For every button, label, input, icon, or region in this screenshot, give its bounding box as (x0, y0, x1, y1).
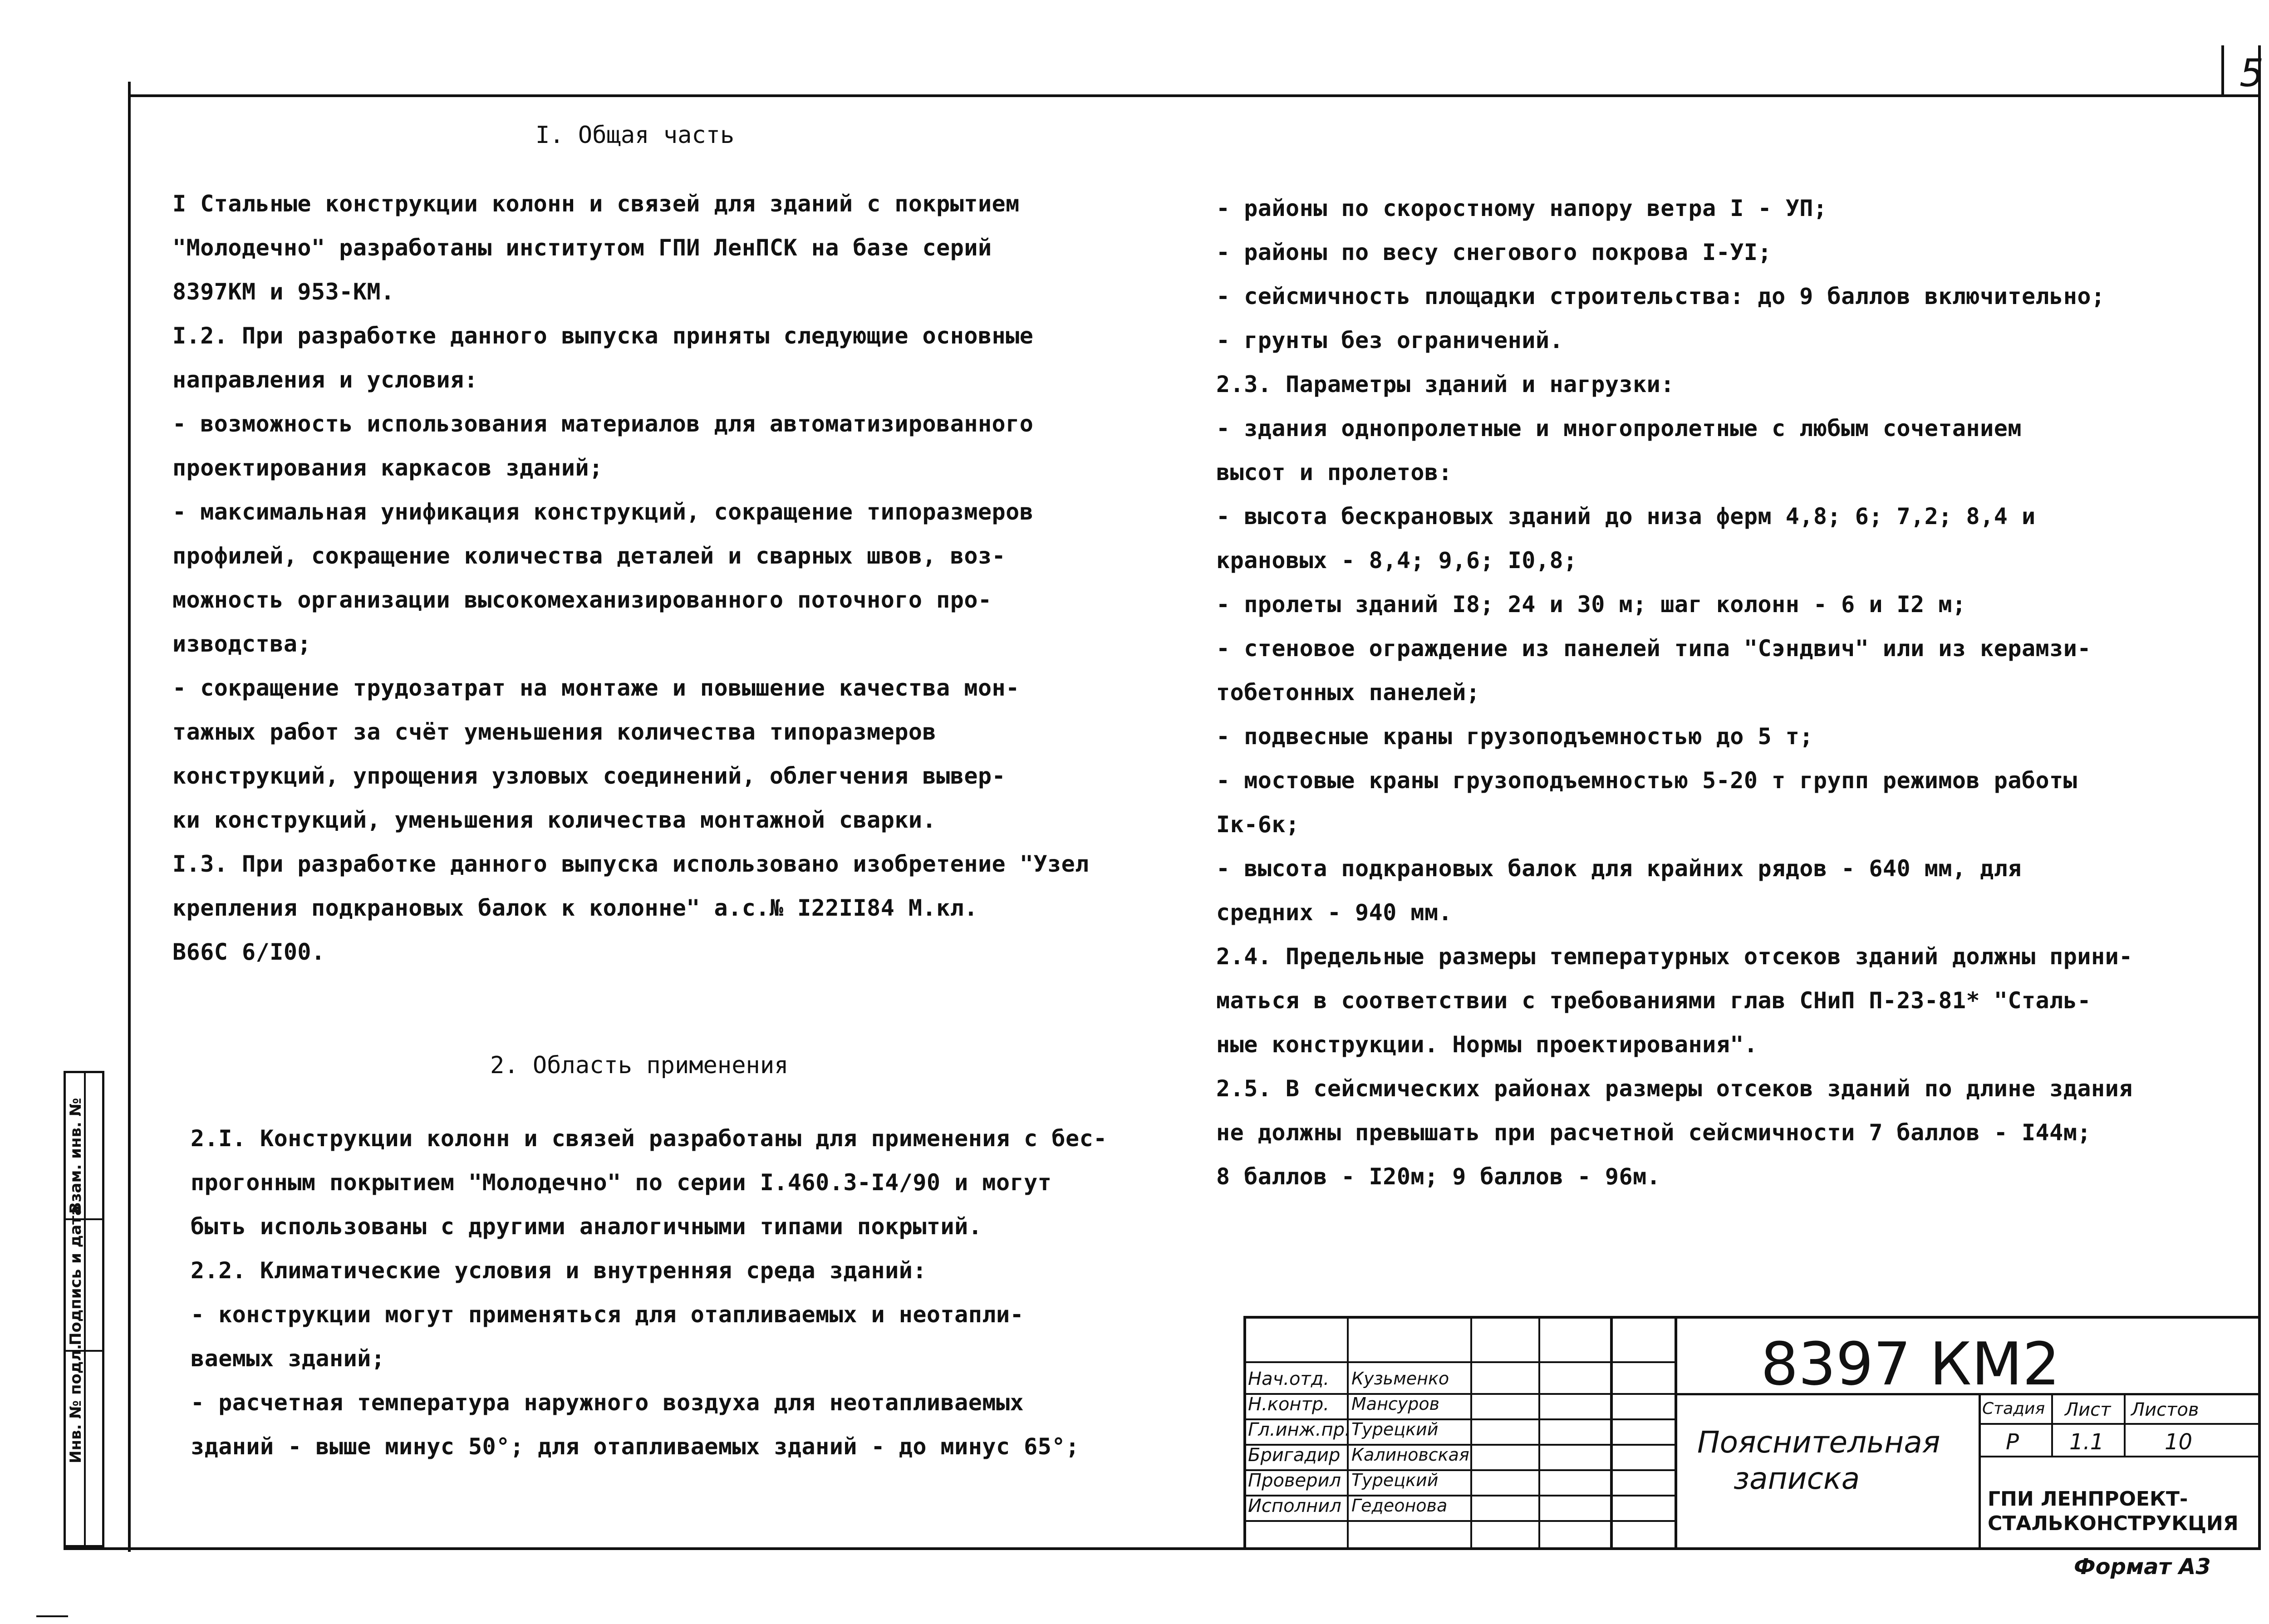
text-line: ваемых зданий; (191, 1345, 385, 1372)
left-binding-strip (64, 1071, 104, 1547)
text-line: изводства; (172, 631, 312, 657)
text-line: 2.I. Конструкции колонн и связей разработаны для применения с бес- (191, 1125, 1107, 1152)
text-line: 2.4. Предельные размеры температурных отсеков зданий должны прини- (1216, 943, 2133, 970)
text-line: крановых - 8,4; 9,6; I0,8; (1216, 547, 1577, 574)
tb-stage-h1 (1979, 1423, 2261, 1425)
text-line: ные конструкции. Нормы проектирования". (1216, 1031, 1758, 1058)
text-line: - мостовые краны грузоподъемностью 5-20 т групп режимов работы (1216, 767, 2077, 794)
tb-h7 (1243, 1520, 1675, 1522)
text-line: высот и пролетов: (1216, 459, 1453, 486)
page-number-divider (2221, 45, 2224, 94)
text-line: средних - 940 мм. (1216, 899, 1453, 926)
text-line: - возможность использования материалов для автоматизированного (172, 411, 1034, 437)
signature-name: Гедеонова (1351, 1496, 1448, 1516)
tb-stage-h2 (1979, 1456, 2261, 1457)
text-line: I Стальные конструкции колонн и связей для зданий с покрытием (172, 191, 1020, 217)
sheet-header: Лист (2065, 1399, 2111, 1420)
corner-mark-left (36, 1615, 68, 1617)
text-line: - стеновое ограждение из панелей типа "Сэндвич" или из керамзи- (1216, 635, 2091, 662)
text-line: - районы по весу снегового покрова I-УI; (1216, 239, 1772, 265)
strip-label-replace: Взам. инв. № (67, 1098, 85, 1214)
signature-role: Исполнил (1248, 1496, 1341, 1516)
text-line: Iк-6к; (1216, 811, 1300, 838)
text-line: - конструкции могут применяться для отапливаемых и неотапли- (191, 1301, 1024, 1328)
text-line: I.2. При разработке данного выпуска приняты следующие основные (172, 323, 1034, 349)
text-line: 2.5. В сейсмических районах размеры отсеков зданий по длине здания (1216, 1075, 2133, 1102)
text-line: - сейсмичность площадки строительства: до 9 баллов включительно; (1216, 283, 2105, 309)
signature-name: Кузьменко (1351, 1369, 1449, 1388)
text-line: - пролеты зданий I8; 24 и 30 м; шаг колонн - 6 и I2 м; (1216, 591, 1966, 618)
text-line: крепления подкрановых балок к колонне" а.с.№ I22II84 М.кл. (172, 895, 978, 921)
signature-name: Мансуров (1351, 1394, 1440, 1414)
text-line: - высота подкрановых балок для крайних рядов - 640 мм, для (1216, 855, 2022, 882)
sheets-header: Листов (2131, 1399, 2199, 1420)
section-1-title: I. Общая часть (535, 122, 735, 149)
text-line: зданий - выше минус 50°; для отапливаемых зданий - до минус 65°; (191, 1433, 1080, 1460)
tb-v3 (1538, 1316, 1540, 1547)
tb-h1 (1243, 1361, 1675, 1363)
text-line: 8 баллов - I20м; 9 баллов - 96м. (1216, 1163, 1661, 1190)
tb-top (1243, 1316, 2261, 1319)
text-line: тобетонных панелей; (1216, 679, 1480, 706)
signature-name: Калиновская (1351, 1445, 1469, 1465)
organization-line2: СТАЛЬКОНСТРУКЦИЯ (1988, 1512, 2239, 1535)
section-2-title: 2. Область применения (490, 1052, 789, 1079)
text-line: - высота бескрановых зданий до низа ферм 4,8; 6; 7,2; 8,4 и (1216, 503, 2036, 530)
text-line: В66С 6/I00. (172, 939, 325, 965)
text-line: "Молодечно" разработаны институтом ГПИ ЛенПСК на базе серий (172, 235, 992, 261)
title-block (1243, 1316, 2261, 1547)
organization-line1: ГПИ ЛЕНПРОЕКТ- (1988, 1487, 2188, 1511)
text-line: можность организации высокомеханизированного поточного про- (172, 587, 992, 613)
tb-stage-v1 (2051, 1393, 2053, 1457)
text-line: 2.3. Параметры зданий и нагрузки: (1216, 371, 1675, 397)
signature-name: Турецкий (1351, 1419, 1439, 1439)
text-line: проектирования каркасов зданий; (172, 455, 603, 481)
tb-v5 (1675, 1316, 1677, 1547)
text-line: - подвесные краны грузоподъемностью до 5 т; (1216, 723, 1813, 750)
text-line: тажных работ за счёт уменьшения количества типоразмеров (172, 719, 937, 745)
text-line: профилей, сокращение количества деталей и сварных швов, воз- (172, 543, 1006, 569)
text-line: - грунты без ограничений. (1216, 327, 1564, 353)
text-line: прогонным покрытием "Молодечно" по серии I.460.3-I4/90 и могут (191, 1169, 1052, 1196)
text-line: 2.2. Климатические условия и внутренняя среда зданий: (191, 1257, 927, 1284)
sheets-value: 10 (2165, 1429, 2193, 1455)
tb-left (1243, 1316, 1246, 1547)
text-line: I.3. При разработке данного выпуска использовано изобретение "Узел (172, 851, 1089, 877)
designation: 8397 КМ2 (1761, 1330, 2060, 1398)
tb-v4 (1610, 1316, 1613, 1547)
text-line: - здания однопролетные и многопролетные с любым сочетанием (1216, 415, 2022, 442)
text-line: не должны превышать при расчетной сейсмичности 7 баллов - I44м; (1216, 1119, 2091, 1146)
signature-role: Бригадир (1248, 1445, 1341, 1466)
tb-stage-left (1979, 1393, 1981, 1547)
text-line: быть использованы с другими аналогичными типами покрытий. (191, 1213, 982, 1240)
doc-title-line2: записка (1734, 1461, 1860, 1496)
text-line: - максимальная унификация конструкций, сокращение типоразмеров (172, 499, 1034, 525)
frame-bottom (64, 1547, 2261, 1550)
text-line: - сокращение трудозатрат на монтаже и повышение качества мон- (172, 675, 1020, 701)
text-line: направления и условия: (172, 367, 478, 393)
text-line: конструкций, упрощения узловых соединений, облегчения вывер- (172, 763, 1006, 789)
stage-value: Р (2006, 1429, 2019, 1455)
doc-title-line1: Пояснительная (1697, 1425, 1940, 1460)
text-line: ки конструкций, уменьшения количества монтажной сварки. (172, 807, 937, 833)
tb-stage-v2 (2124, 1393, 2126, 1457)
signature-role: Проверил (1248, 1470, 1341, 1491)
text-line: маться в соответствии с требованиями глав СНиП П-23-81* "Сталь- (1216, 987, 2091, 1014)
signature-role: Нач.отд. (1248, 1369, 1330, 1389)
frame-left (128, 82, 131, 1552)
strip-label-sign: Подпись и дата (67, 1205, 85, 1345)
signature-name: Турецкий (1351, 1470, 1439, 1490)
signature-role: Гл.инж.пр. (1248, 1419, 1351, 1440)
stage-header: Стадия (1982, 1399, 2045, 1418)
text-line: 8397КМ и 953-КМ. (172, 279, 395, 305)
signature-role: Н.контр. (1248, 1394, 1329, 1415)
page-number: 5 (2240, 51, 2264, 95)
format-label: Формат А3 (2074, 1554, 2211, 1580)
frame-top (128, 94, 2261, 97)
text-line: - расчетная температура наружного воздуха для неотапливаемых (191, 1389, 1024, 1416)
tb-v2 (1470, 1316, 1472, 1547)
strip-label-inv: Инв. № подл. (67, 1344, 85, 1463)
text-line: - районы по скоростному напору ветра I - УП; (1216, 195, 1827, 221)
sheet-value: 1.1 (2069, 1429, 2104, 1455)
